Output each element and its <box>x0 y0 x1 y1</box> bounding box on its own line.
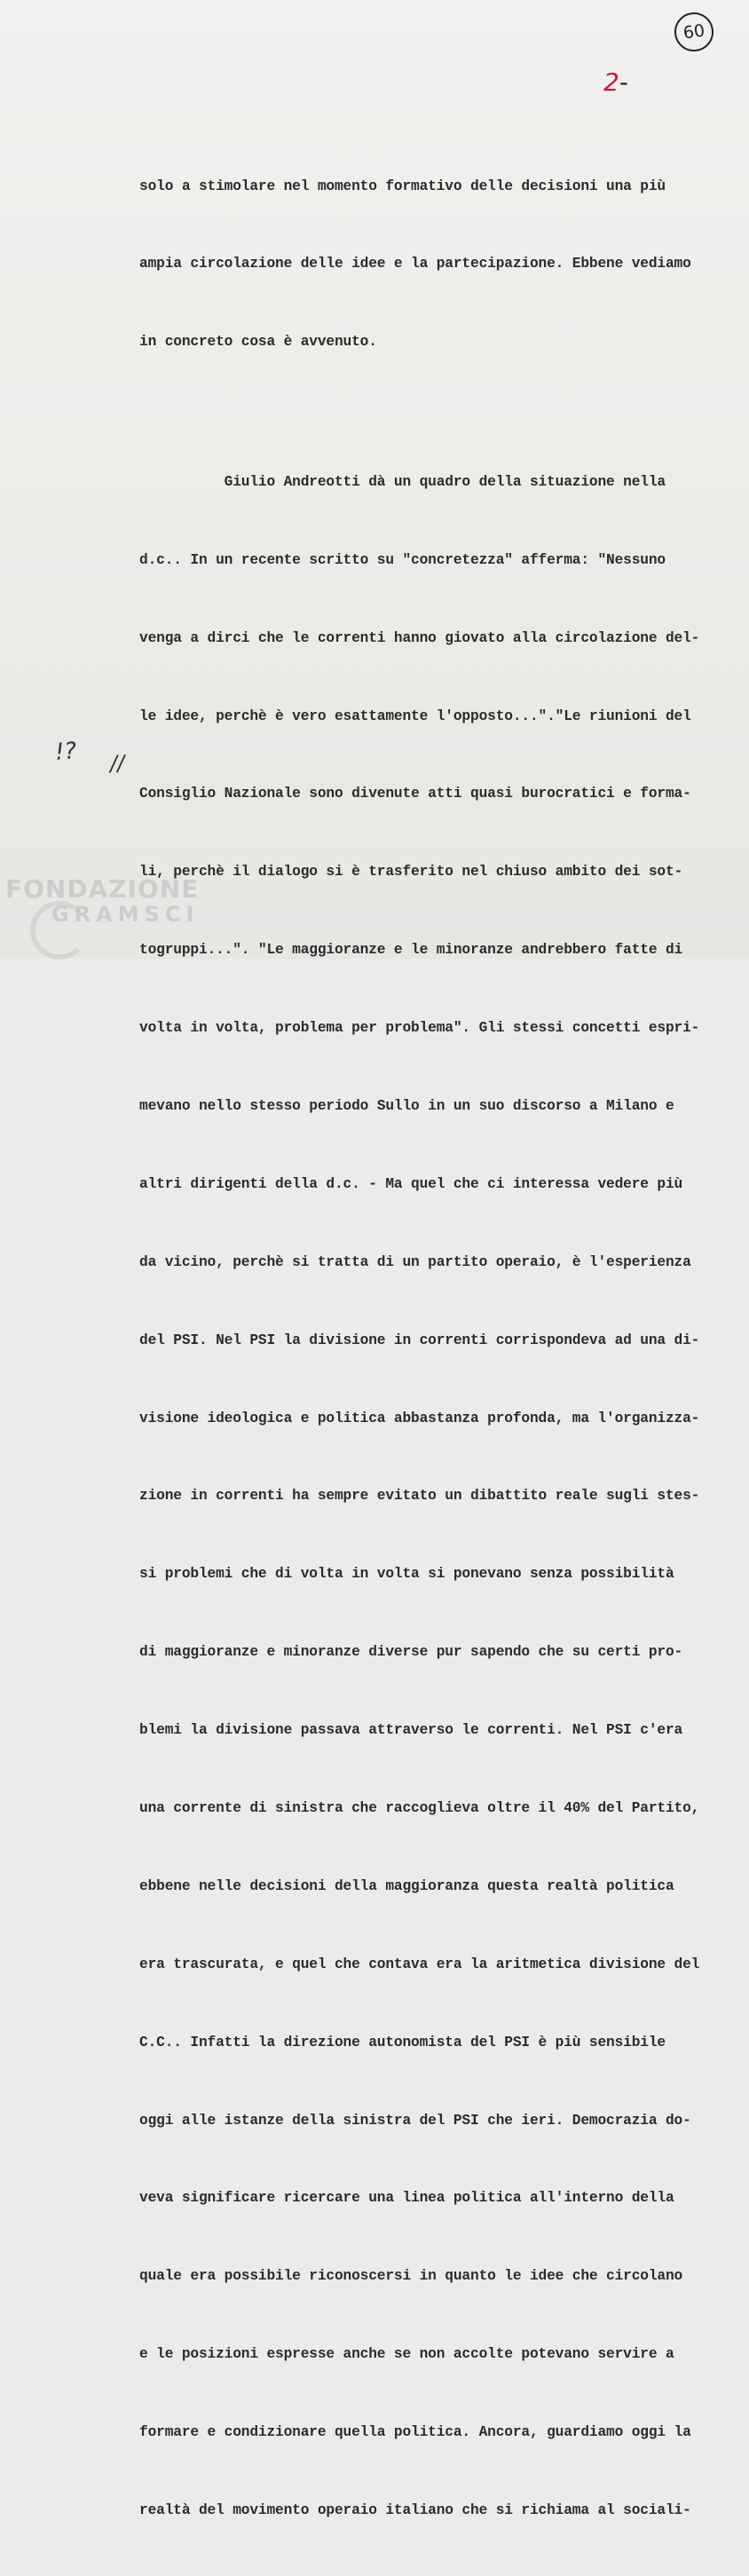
text-line: zione in correnti ha sempre evitato un dibattito reale sugli stes- <box>139 1488 700 1505</box>
watermark-line2: GRAMSCI <box>51 902 200 927</box>
text-line: si problemi che di volta in volta si ponevano senza possibilità <box>139 1566 674 1583</box>
folio-number: 60 <box>672 10 716 54</box>
text-line: li, perchè il dialogo si è trasferito nel chiuso ambito dei sot- <box>139 864 683 881</box>
text-line: venga a dirci che le correnti hanno giovato alla circolazione del- <box>139 629 700 646</box>
text-line: oggi alle istanze della sinistra del PSI che ieri. Democrazia do- <box>139 2112 691 2129</box>
page-number <box>603 67 628 97</box>
text-line: mevano nello stesso periodo Sullo in un suo discorso a Milano e <box>139 1097 674 1114</box>
text-line: d.c.. In un recente scritto su "concretezza" afferma: "Nessuno <box>139 551 666 568</box>
text-line: in concreto cosa è avvenuto. <box>139 334 377 351</box>
watermark-line1: FONDAZIONE <box>5 874 200 904</box>
page-number-suffix: - <box>619 67 628 97</box>
page-number-value: 2 <box>603 67 619 97</box>
text-line: Consiglio Nazionale sono divenute atti quasi burocratici e forma- <box>139 786 691 802</box>
text-line: quale era possibile riconoscersi in quanto le idee che circolano <box>139 2268 683 2285</box>
text-line: ampia circolazione delle idee e la partecipazione. Ebbene vediamo <box>139 256 691 273</box>
text-line: di maggioranze e minoranze diverse pur sapendo che su certi pro- <box>139 1644 683 1661</box>
text-line: realtà del movimento operaio italiano che si richiama al sociali- <box>139 2502 691 2519</box>
text-line: del PSI. Nel PSI la divisione in correnti corrispondeva ad una di- <box>139 1331 700 1348</box>
text-line: ebbene nelle decisioni della maggioranza questa realtà politica <box>139 1877 674 1894</box>
text-line: era trascurata, e quel che contava era la aritmetica divisione del <box>139 1956 700 1972</box>
text-line: da vicino, perchè si tratta di un partito operaio, è l'esperienza <box>139 1253 691 1270</box>
text-line: Giulio Andreotti dà un quadro della situazione nella <box>139 473 666 490</box>
margin-note-marks: // <box>109 750 125 777</box>
margin-note-exclamation: !? <box>53 738 78 766</box>
text-line: veva significare ricercare una linea politica all'interno della <box>139 2190 674 2207</box>
text-line: volta in volta, problema per problema". Gli stessi concetti espri- <box>139 1020 700 1037</box>
text-line: C.C.. Infatti la direzione autonomista del PSI è più sensibile <box>139 2034 666 2051</box>
text-line: formare e condizionare quella politica. Ancora, guardiamo oggi la <box>139 2424 691 2441</box>
paragraph-gap <box>139 407 725 417</box>
typed-text <box>139 122 725 2576</box>
text-line: altri dirigenti della d.c. - Ma quel che ci interessa vedere più <box>139 1175 683 1192</box>
watermark <box>5 874 199 927</box>
text-line: togruppi...". "Le maggioranze e le minoranze andrebbero fatte di <box>139 942 683 959</box>
text-line: e le posizioni espresse anche se non accolte potevano servire a <box>139 2346 674 2363</box>
text-line: solo a stimolare nel momento formativo delle decisioni una più <box>139 178 666 194</box>
text-line: le idee, perchè è vero esattamente l'opposto..."."Le riunioni del <box>139 707 691 724</box>
text-line: una corrente di sinistra che raccoglieva oltre il 40% del Partito, <box>139 1800 700 1816</box>
text-line: blemi la divisione passava attraverso le correnti. Nel PSI c'era <box>139 1722 683 1739</box>
text-line: visione ideologica e politica abbastanza profonda, ma l'organizza- <box>139 1410 700 1426</box>
